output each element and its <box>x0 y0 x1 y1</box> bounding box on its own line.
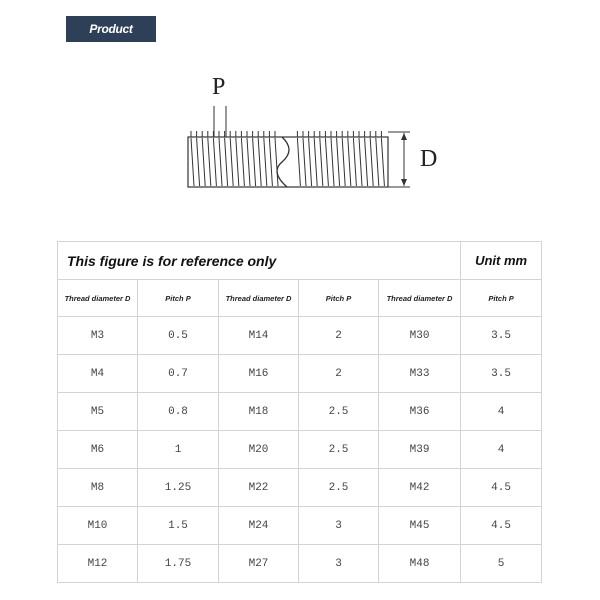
table-row <box>58 469 542 507</box>
column-header: Thread diameter D <box>219 280 299 317</box>
table-row <box>58 355 542 393</box>
pitch-cell: 0.7 <box>138 355 219 393</box>
pitch-cell: 0.5 <box>138 317 219 355</box>
thread-diameter-cell: M12 <box>58 545 138 583</box>
thread-diameter-cell: M16 <box>219 355 299 393</box>
pitch-cell: 3 <box>299 507 379 545</box>
table-row <box>58 431 542 469</box>
thread-spec-table <box>57 241 542 583</box>
pitch-cell: 1.5 <box>138 507 219 545</box>
thread-diameter-cell: M33 <box>379 355 461 393</box>
reference-note: This figure is for reference only <box>58 242 461 280</box>
table-row <box>58 393 542 431</box>
unit-note: Unit mm <box>461 242 542 280</box>
table-header-row <box>58 280 542 317</box>
pitch-cell: 1.75 <box>138 545 219 583</box>
thread-diameter-cell: M27 <box>219 545 299 583</box>
table-row <box>58 507 542 545</box>
thread-diameter-cell: M3 <box>58 317 138 355</box>
thread-diameter-cell: M24 <box>219 507 299 545</box>
thread-diameter-cell: M6 <box>58 431 138 469</box>
pitch-cell: 2.5 <box>299 431 379 469</box>
pitch-cell: 4.5 <box>461 469 542 507</box>
column-header: Thread diameter D <box>379 280 461 317</box>
column-header: Pitch P <box>461 280 542 317</box>
pitch-cell: 4 <box>461 431 542 469</box>
pitch-cell: 3 <box>299 545 379 583</box>
thread-diameter-cell: M36 <box>379 393 461 431</box>
pitch-cell: 4.5 <box>461 507 542 545</box>
thread-crests <box>191 131 381 137</box>
pitch-cell: 2.5 <box>299 393 379 431</box>
column-header: Pitch P <box>299 280 379 317</box>
pitch-cell: 0.8 <box>138 393 219 431</box>
thread-diameter-cell: M22 <box>219 469 299 507</box>
pitch-cell: 1.25 <box>138 469 219 507</box>
thread-diameter-cell: M30 <box>379 317 461 355</box>
pitch-cell: 2.5 <box>299 469 379 507</box>
thread-diameter-cell: M5 <box>58 393 138 431</box>
thread-diameter-cell: M20 <box>219 431 299 469</box>
product-drawing-badge: Product drawing <box>66 16 156 42</box>
diameter-label: D <box>420 146 438 172</box>
pitch-label: P <box>212 74 226 100</box>
diameter-arrow-top <box>401 133 407 140</box>
pitch-cell: 3.5 <box>461 317 542 355</box>
thread-diameter-cell: M18 <box>219 393 299 431</box>
table-row <box>58 317 542 355</box>
table-title-row <box>58 242 542 280</box>
threaded-rod-drawing <box>0 0 600 220</box>
thread-diameter-cell: M8 <box>58 469 138 507</box>
thread-diameter-cell: M45 <box>379 507 461 545</box>
thread-diameter-cell: M42 <box>379 469 461 507</box>
diameter-arrow-bottom <box>401 179 407 186</box>
pitch-cell: 5 <box>461 545 542 583</box>
thread-diameter-cell: M48 <box>379 545 461 583</box>
thread-diameter-cell: M4 <box>58 355 138 393</box>
pitch-cell: 3.5 <box>461 355 542 393</box>
pitch-cell: 1 <box>138 431 219 469</box>
table-row <box>58 545 542 583</box>
pitch-cell: 2 <box>299 355 379 393</box>
thread-diameter-cell: M39 <box>379 431 461 469</box>
column-header: Thread diameter D <box>58 280 138 317</box>
thread-diameter-cell: M14 <box>219 317 299 355</box>
threaded-rod-svg <box>0 0 600 220</box>
pitch-cell: 4 <box>461 393 542 431</box>
pitch-cell: 2 <box>299 317 379 355</box>
column-header: Pitch P <box>138 280 219 317</box>
thread-diameter-cell: M10 <box>58 507 138 545</box>
